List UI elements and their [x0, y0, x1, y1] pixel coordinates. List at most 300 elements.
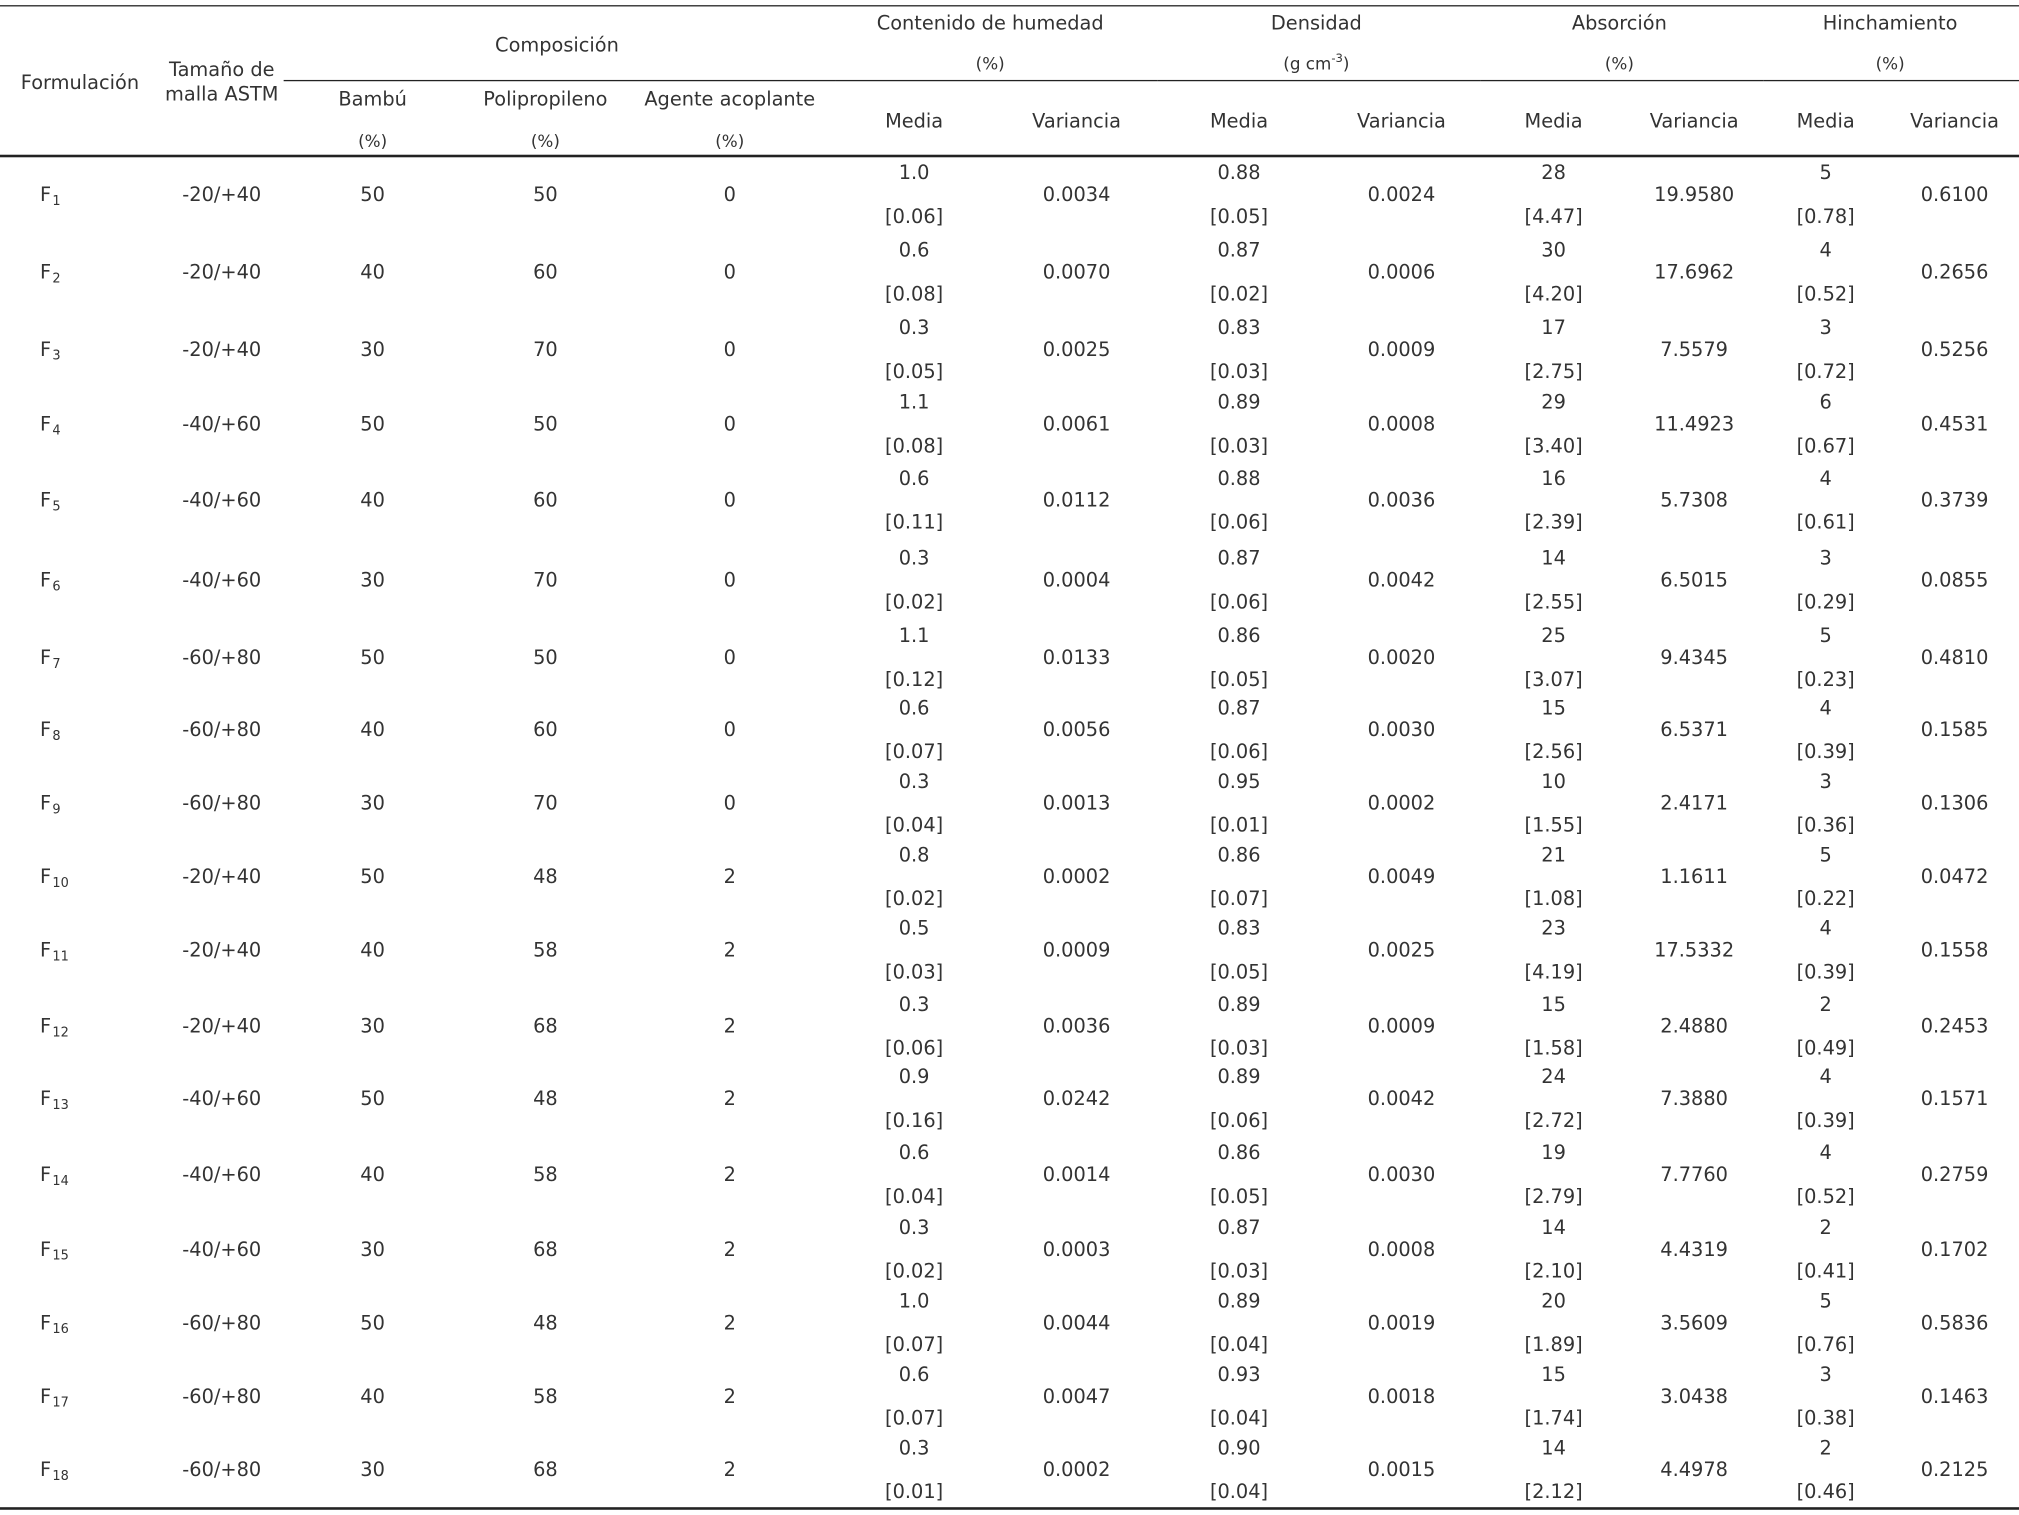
cell-humedad-desviacion: [0.02] — [885, 1259, 944, 1283]
cell-absorcion-desviacion: [2.10] — [1524, 1259, 1583, 1283]
cell-bambu: 30 — [360, 337, 385, 362]
header-bambu-unit: (%) — [358, 132, 388, 153]
cell-hinchamiento-varianza: 0.5836 — [1920, 1311, 1989, 1335]
cell-malla: -20/+40 — [182, 260, 262, 284]
cell-absorcion-desviacion: [1.74] — [1524, 1406, 1583, 1430]
cell-formulacion — [39, 718, 61, 744]
cell-humedad-desviacion: [0.06] — [885, 204, 944, 229]
cell-hinchamiento-media: 3 — [1819, 1362, 1832, 1386]
header-densidad: Densidad — [1270, 11, 1362, 35]
formulacion-letter: F — [39, 1384, 52, 1408]
cell-formulacion — [39, 1014, 69, 1041]
cell-malla: -40/+60 — [182, 568, 262, 592]
cell-densidad-varianza: 0.0015 — [1367, 1458, 1436, 1482]
cell-hinchamiento-desviacion: [0.78] — [1796, 204, 1855, 229]
formulacion-letter: F — [39, 718, 52, 742]
cell-absorcion-desviacion: [1.58] — [1524, 1036, 1583, 1060]
cell-formulacion — [39, 1086, 69, 1113]
cell-absorcion-desviacion: [3.07] — [1524, 667, 1583, 692]
cell-bambu: 30 — [360, 1237, 385, 1261]
formulacion-subscript: 8 — [52, 729, 61, 744]
cell-absorcion-media: 30 — [1541, 238, 1566, 262]
cell-humedad-desviacion: [0.07] — [885, 1333, 944, 1357]
cell-malla: -20/+40 — [182, 938, 262, 962]
cell-hinchamiento-desviacion: [0.49] — [1796, 1036, 1855, 1060]
cell-absorcion-media: 24 — [1541, 1064, 1566, 1089]
cell-formulacion — [39, 1311, 69, 1338]
cell-hinchamiento-media: 3 — [1819, 769, 1832, 793]
cell-agente: 0 — [723, 337, 736, 362]
header-tamano-line1: Tamaño de — [168, 58, 275, 82]
cell-polipropileno: 70 — [533, 568, 558, 592]
cell-hinchamiento-media: 5 — [1819, 1289, 1832, 1313]
cell-bambu: 30 — [360, 1458, 385, 1482]
header-hinchamiento: Hinchamiento — [1822, 11, 1958, 35]
cell-humedad-media: 0.9 — [898, 1064, 930, 1089]
cell-absorcion-desviacion: [4.20] — [1524, 282, 1583, 306]
cell-hinchamiento-desviacion: [0.52] — [1796, 282, 1855, 306]
cell-hinchamiento-desviacion: [0.23] — [1796, 667, 1855, 692]
cell-humedad-varianza: 0.0070 — [1042, 260, 1111, 284]
cell-hinchamiento-varianza: 0.1558 — [1920, 938, 1989, 962]
bottom-rule — [0, 1507, 2019, 1510]
cell-absorcion-desviacion: [2.75] — [1524, 359, 1583, 383]
densidad-rule — [1158, 80, 1480, 81]
cell-densidad-media: 0.89 — [1217, 1289, 1261, 1313]
cell-absorcion-varianza: 7.7760 — [1660, 1162, 1728, 1187]
cell-densidad-varianza: 0.0009 — [1367, 337, 1436, 362]
cell-humedad-desviacion: [0.08] — [885, 434, 944, 458]
header-hinchamiento-varianza: Variancia — [1910, 109, 2000, 133]
cell-humedad-desviacion: [0.08] — [885, 282, 944, 306]
cell-densidad-media: 0.95 — [1217, 769, 1261, 793]
cell-formulacion — [39, 412, 61, 439]
formulacion-subscript: 17 — [52, 1396, 69, 1411]
cell-densidad-varianza: 0.0008 — [1367, 1237, 1436, 1261]
cell-hinchamiento-media: 4 — [1819, 1064, 1832, 1089]
cell-hinchamiento-media: 2 — [1819, 1215, 1832, 1240]
cell-hinchamiento-media: 4 — [1819, 696, 1832, 720]
cell-malla: -40/+60 — [182, 488, 262, 512]
cell-absorcion-media: 25 — [1541, 624, 1566, 648]
formulacion-letter: F — [39, 412, 52, 436]
cell-bambu: 50 — [360, 865, 385, 889]
cell-humedad-media: 0.3 — [898, 1215, 930, 1240]
cell-formulacion — [39, 1384, 69, 1411]
cell-densidad-media: 0.83 — [1217, 916, 1261, 940]
formulacion-letter: F — [39, 1237, 52, 1261]
cell-densidad-media: 0.90 — [1217, 1436, 1261, 1460]
cell-absorcion-varianza: 17.6962 — [1654, 260, 1735, 284]
cell-humedad-media: 0.6 — [898, 696, 930, 720]
cell-agente: 2 — [723, 1086, 736, 1111]
cell-densidad-desviacion: [0.03] — [1209, 1259, 1269, 1283]
cell-densidad-varianza: 0.0042 — [1367, 1086, 1436, 1111]
cell-densidad-media: 0.87 — [1217, 1215, 1261, 1240]
header-hinchamiento-media: Media — [1796, 109, 1855, 133]
cell-hinchamiento-desviacion: [0.39] — [1796, 1108, 1855, 1133]
cell-bambu: 30 — [360, 1014, 385, 1038]
cell-agente: 0 — [723, 260, 736, 284]
cell-absorcion-media: 15 — [1541, 1362, 1566, 1386]
cell-absorcion-media: 21 — [1541, 843, 1566, 867]
cell-absorcion-media: 19 — [1541, 1141, 1566, 1165]
cell-formulacion — [39, 568, 61, 595]
cell-humedad-varianza: 0.0034 — [1042, 183, 1111, 207]
cell-humedad-varianza: 0.0044 — [1042, 1311, 1111, 1335]
cell-absorcion-desviacion: [4.19] — [1524, 960, 1583, 984]
cell-formulacion — [39, 488, 61, 515]
cell-agente: 2 — [723, 865, 736, 889]
cell-absorcion-desviacion: [1.89] — [1524, 1333, 1583, 1357]
cell-polipropileno: 50 — [533, 412, 558, 436]
cell-densidad-varianza: 0.0030 — [1367, 718, 1436, 742]
cell-densidad-desviacion: [0.06] — [1209, 510, 1269, 534]
cell-humedad-varianza: 0.0056 — [1042, 718, 1111, 742]
cell-absorcion-desviacion: [2.39] — [1524, 510, 1583, 534]
cell-absorcion-varianza: 3.0438 — [1660, 1384, 1728, 1408]
cell-absorcion-media: 14 — [1541, 1215, 1566, 1240]
formulacion-subscript: 2 — [52, 272, 61, 287]
header-contenido-varianza: Variancia — [1032, 109, 1122, 133]
cell-densidad-desviacion: [0.06] — [1209, 740, 1269, 764]
cell-absorcion-media: 14 — [1541, 546, 1566, 570]
cell-densidad-desviacion: [0.05] — [1209, 667, 1269, 692]
formulacion-letter: F — [39, 1014, 52, 1038]
cell-densidad-media: 0.87 — [1217, 696, 1261, 720]
cell-humedad-desviacion: [0.03] — [885, 960, 944, 984]
formulacion-subscript: 18 — [52, 1469, 69, 1484]
cell-malla: -40/+60 — [182, 1237, 262, 1261]
header-agente: Agente acoplante — [644, 87, 816, 111]
cell-malla: -20/+40 — [182, 865, 262, 889]
cell-absorcion-varianza: 11.4923 — [1654, 412, 1735, 436]
cell-densidad-varianza: 0.0025 — [1367, 938, 1436, 962]
cell-polipropileno: 70 — [533, 791, 558, 815]
header-composicion: Composición — [495, 33, 619, 57]
cell-humedad-desviacion: [0.16] — [885, 1108, 944, 1133]
cell-hinchamiento-desviacion: [0.22] — [1796, 887, 1855, 911]
cell-hinchamiento-media: 4 — [1819, 1141, 1832, 1165]
cell-humedad-media: 0.3 — [898, 769, 930, 793]
cell-humedad-varianza: 0.0009 — [1042, 938, 1111, 962]
cell-absorcion-desviacion: [3.40] — [1524, 434, 1583, 458]
cell-densidad-desviacion: [0.06] — [1209, 590, 1269, 614]
cell-bambu: 30 — [360, 568, 385, 592]
cell-hinchamiento-varianza: 0.4810 — [1920, 645, 1989, 670]
cell-hinchamiento-media: 2 — [1819, 1436, 1832, 1460]
cell-humedad-varianza: 0.0061 — [1042, 412, 1111, 436]
cell-absorcion-desviacion: [2.12] — [1524, 1480, 1583, 1504]
cell-absorcion-media: 16 — [1541, 466, 1566, 490]
cell-humedad-varianza: 0.0004 — [1042, 568, 1111, 592]
cell-densidad-varianza: 0.0030 — [1367, 1162, 1436, 1187]
header-bambu: Bambú — [338, 87, 407, 111]
cell-agente: 2 — [723, 1237, 736, 1261]
cell-hinchamiento-varianza: 0.1585 — [1920, 718, 1989, 742]
cell-bambu: 50 — [360, 1311, 385, 1335]
cell-absorcion-varianza: 5.7308 — [1660, 488, 1728, 512]
cell-bambu: 50 — [360, 183, 385, 207]
cell-absorcion-varianza: 4.4319 — [1660, 1237, 1728, 1261]
formulacion-subscript: 11 — [52, 950, 69, 965]
cell-humedad-varianza: 0.0014 — [1042, 1162, 1111, 1187]
cell-agente: 0 — [723, 645, 736, 670]
cell-formulacion — [39, 337, 61, 364]
cell-densidad-varianza: 0.0024 — [1367, 183, 1436, 207]
cell-hinchamiento-media: 5 — [1819, 624, 1832, 648]
cell-formulacion — [39, 791, 61, 818]
formulacion-subscript: 6 — [52, 580, 61, 595]
formulacion-letter: F — [39, 488, 52, 512]
cell-absorcion-media: 15 — [1541, 696, 1566, 720]
cell-densidad-desviacion: [0.02] — [1209, 282, 1269, 306]
cell-densidad-media: 0.93 — [1217, 1362, 1261, 1386]
cell-formulacion — [39, 1458, 69, 1484]
cell-malla: -60/+80 — [182, 718, 262, 742]
cell-hinchamiento-desviacion: [0.72] — [1796, 359, 1855, 383]
cell-polipropileno: 70 — [533, 337, 558, 362]
cell-hinchamiento-media: 2 — [1819, 992, 1832, 1016]
cell-hinchamiento-media: 5 — [1819, 161, 1832, 185]
cell-polipropileno: 48 — [533, 1311, 558, 1335]
cell-humedad-desviacion: [0.04] — [885, 1184, 944, 1209]
cell-absorcion-varianza: 3.5609 — [1660, 1311, 1728, 1335]
cell-densidad-desviacion: [0.03] — [1209, 1036, 1269, 1060]
header-agente-unit: (%) — [715, 132, 745, 153]
cell-malla: -20/+40 — [182, 1014, 262, 1038]
cell-densidad-desviacion: [0.01] — [1209, 813, 1269, 837]
cell-malla: -60/+80 — [182, 645, 262, 670]
cell-densidad-desviacion: [0.05] — [1209, 960, 1269, 984]
cell-bambu: 30 — [360, 791, 385, 815]
header-formulacion: Formulación — [20, 70, 140, 95]
cell-hinchamiento-desviacion: [0.36] — [1796, 813, 1855, 837]
cell-hinchamiento-media: 3 — [1819, 315, 1832, 340]
cell-bambu: 40 — [360, 260, 385, 284]
cell-densidad-varianza: 0.0019 — [1367, 1311, 1436, 1335]
cell-formulacion — [39, 865, 69, 891]
cell-humedad-varianza: 0.0112 — [1042, 488, 1111, 512]
cell-densidad-desviacion: [0.06] — [1209, 1108, 1269, 1133]
cell-densidad-desviacion: [0.05] — [1209, 1184, 1269, 1209]
cell-hinchamiento-desviacion: [0.38] — [1796, 1406, 1855, 1430]
cell-bambu: 50 — [360, 1086, 385, 1111]
cell-densidad-media: 0.86 — [1217, 624, 1261, 648]
formulacion-letter: F — [39, 791, 52, 815]
header-densidad-unit: (g $cm^{-3}$) — [1283, 52, 1350, 75]
formulacion-letter: F — [39, 260, 52, 284]
header-absorcion-media: Media — [1524, 109, 1583, 133]
header-contenido-unit: (%) — [975, 55, 1005, 75]
header-contenido: Contenido de humedad — [876, 11, 1104, 35]
cell-agente: 2 — [723, 1014, 736, 1038]
cell-hinchamiento-varianza: 0.0855 — [1920, 568, 1989, 592]
formulacion-subscript: 5 — [52, 500, 61, 515]
cell-absorcion-desviacion: [2.55] — [1524, 590, 1583, 614]
cell-hinchamiento-varianza: 0.2125 — [1920, 1458, 1989, 1482]
header-polipropileno-unit: (%) — [530, 132, 560, 153]
header-densidad-varianza: Variancia — [1357, 109, 1446, 133]
header-absorcion: Absorción — [1571, 11, 1667, 35]
cell-hinchamiento-desviacion: [0.41] — [1796, 1259, 1855, 1283]
cell-absorcion-desviacion: [1.08] — [1524, 887, 1583, 911]
cell-hinchamiento-desviacion: [0.46] — [1796, 1480, 1855, 1504]
cell-bambu: 40 — [360, 938, 385, 962]
formulacion-subscript: 15 — [52, 1249, 69, 1264]
cell-absorcion-varianza: 19.9580 — [1654, 183, 1735, 207]
cell-densidad-media: 0.89 — [1217, 390, 1261, 414]
cell-hinchamiento-varianza: 0.3739 — [1920, 488, 1989, 512]
cell-absorcion-desviacion: [2.79] — [1524, 1184, 1583, 1209]
formulacion-subscript: 14 — [52, 1174, 69, 1189]
cell-malla: -20/+40 — [182, 337, 262, 362]
cell-absorcion-media: 23 — [1541, 916, 1566, 940]
cell-humedad-varianza: 0.0047 — [1042, 1384, 1111, 1408]
cell-humedad-desviacion: [0.02] — [885, 887, 944, 911]
cell-absorcion-desviacion: [1.55] — [1524, 813, 1583, 837]
cell-malla: -20/+40 — [182, 183, 262, 207]
composicion-rule — [284, 80, 836, 81]
cell-humedad-media: 1.1 — [898, 390, 930, 414]
cell-humedad-media: 0.3 — [898, 1436, 930, 1460]
cell-humedad-varianza: 0.0025 — [1042, 337, 1111, 362]
cell-polipropileno: 48 — [533, 1086, 558, 1111]
formulacion-subscript: 10 — [52, 876, 69, 891]
cell-absorcion-varianza: 9.4345 — [1660, 645, 1728, 670]
cell-densidad-desviacion: [0.05] — [1209, 204, 1269, 229]
cell-polipropileno: 50 — [533, 183, 558, 207]
cell-polipropileno: 60 — [533, 488, 558, 512]
cell-hinchamiento-varianza: 0.6100 — [1920, 183, 1989, 207]
formulacion-letter: F — [39, 337, 52, 362]
cell-densidad-desviacion: [0.07] — [1209, 887, 1269, 911]
cell-polipropileno: 58 — [533, 1384, 558, 1408]
cell-polipropileno: 50 — [533, 645, 558, 670]
cell-humedad-media: 0.5 — [898, 916, 930, 940]
cell-absorcion-desviacion: [4.47] — [1524, 204, 1583, 229]
cell-formulacion — [39, 260, 61, 287]
top-rule — [0, 5, 2019, 6]
cell-humedad-media: 0.3 — [898, 546, 930, 570]
cell-humedad-media: 0.6 — [898, 238, 930, 262]
cell-humedad-media: 0.6 — [898, 1141, 930, 1165]
cell-polipropileno: 48 — [533, 865, 558, 889]
cell-malla: -40/+60 — [182, 1162, 262, 1187]
cell-agente: 2 — [723, 1162, 736, 1187]
formulacion-letter: F — [39, 1458, 52, 1482]
formulacion-subscript: 13 — [52, 1098, 69, 1113]
cell-hinchamiento-desviacion: [0.61] — [1796, 510, 1855, 534]
cell-absorcion-media: 15 — [1541, 992, 1566, 1016]
cell-densidad-varianza: 0.0018 — [1367, 1384, 1436, 1408]
cell-formulacion — [39, 183, 61, 209]
cell-densidad-varianza: 0.0008 — [1367, 412, 1436, 436]
cell-humedad-desviacion: [0.12] — [885, 667, 944, 692]
cell-malla: -60/+80 — [182, 791, 262, 815]
header-contenido-media: Media — [885, 109, 944, 133]
cell-bambu: 50 — [360, 412, 385, 436]
cell-absorcion-media: 10 — [1541, 769, 1566, 793]
cell-hinchamiento-media: 5 — [1819, 843, 1832, 867]
cell-polipropileno: 60 — [533, 260, 558, 284]
formulacion-subscript: 4 — [52, 424, 61, 439]
cell-agente: 0 — [723, 183, 736, 207]
cell-formulacion — [39, 1237, 69, 1264]
cell-hinchamiento-desviacion: [0.29] — [1796, 590, 1855, 614]
header-tamano-line2: malla ASTM — [165, 82, 279, 106]
cell-humedad-varianza: 0.0242 — [1042, 1086, 1111, 1111]
cell-hinchamiento-varianza: 0.2656 — [1920, 260, 1989, 284]
cell-humedad-varianza: 0.0133 — [1042, 645, 1111, 670]
cell-humedad-media: 1.0 — [898, 1289, 930, 1313]
formulacion-letter: F — [39, 865, 52, 889]
hinchamiento-rule — [1764, 80, 2019, 81]
cell-hinchamiento-desviacion: [0.39] — [1796, 740, 1855, 764]
cell-bambu: 40 — [360, 488, 385, 512]
formulacion-letter: F — [39, 1086, 52, 1111]
cell-densidad-media: 0.88 — [1217, 161, 1261, 185]
cell-agente: 0 — [723, 412, 736, 436]
formulacion-letter: F — [39, 183, 52, 207]
cell-humedad-desviacion: [0.06] — [885, 1036, 944, 1060]
cell-agente: 2 — [723, 1311, 736, 1335]
cell-densidad-media: 0.83 — [1217, 315, 1261, 340]
cell-hinchamiento-desviacion: [0.67] — [1796, 434, 1855, 458]
cell-polipropileno: 58 — [533, 938, 558, 962]
cell-densidad-media: 0.88 — [1217, 466, 1261, 490]
cell-bambu: 40 — [360, 1384, 385, 1408]
cell-humedad-desviacion: [0.02] — [885, 590, 944, 614]
cell-absorcion-desviacion: [2.72] — [1524, 1108, 1583, 1133]
formulacion-letter: F — [39, 938, 52, 962]
formulacion-letter: F — [39, 645, 52, 670]
cell-hinchamiento-varianza: 0.1702 — [1920, 1237, 1989, 1261]
cell-absorcion-varianza: 7.3880 — [1660, 1086, 1728, 1111]
formulacion-subscript: 9 — [52, 803, 61, 818]
cell-densidad-desviacion: [0.04] — [1209, 1333, 1269, 1357]
cell-formulacion — [39, 645, 61, 672]
cell-absorcion-varianza: 1.1611 — [1660, 865, 1728, 889]
cell-agente: 2 — [723, 938, 736, 962]
cell-agente: 0 — [723, 791, 736, 815]
cell-agente: 2 — [723, 1384, 736, 1408]
cell-absorcion-varianza: 6.5015 — [1660, 568, 1728, 592]
cell-absorcion-varianza: 6.5371 — [1660, 718, 1728, 742]
header-polipropileno: Polipropileno — [483, 87, 608, 111]
formulacion-subscript: 16 — [52, 1322, 69, 1338]
header-rule — [0, 155, 2019, 158]
cell-humedad-media: 0.6 — [898, 466, 930, 490]
cell-malla: -60/+80 — [182, 1458, 262, 1482]
formulacion-subscript: 12 — [52, 1026, 69, 1041]
cell-densidad-varianza: 0.0006 — [1367, 260, 1436, 284]
cell-humedad-varianza: 0.0002 — [1042, 865, 1111, 889]
cell-densidad-desviacion: [0.04] — [1209, 1406, 1269, 1430]
cell-densidad-varianza: 0.0036 — [1367, 488, 1436, 512]
cell-humedad-desviacion: [0.07] — [885, 740, 944, 764]
formulacion-letter: F — [39, 1311, 52, 1335]
cell-hinchamiento-varianza: 0.4531 — [1920, 412, 1989, 436]
cell-polipropileno: 60 — [533, 718, 558, 742]
cell-hinchamiento-varianza: 0.2759 — [1920, 1162, 1989, 1187]
cell-absorcion-media: 28 — [1541, 161, 1566, 185]
cell-absorcion-varianza: 2.4171 — [1660, 791, 1728, 815]
cell-humedad-desviacion: [0.01] — [885, 1480, 944, 1504]
cell-densidad-desviacion: [0.03] — [1209, 359, 1269, 383]
cell-humedad-varianza: 0.0002 — [1042, 1458, 1111, 1482]
cell-densidad-desviacion: [0.04] — [1209, 1480, 1269, 1504]
